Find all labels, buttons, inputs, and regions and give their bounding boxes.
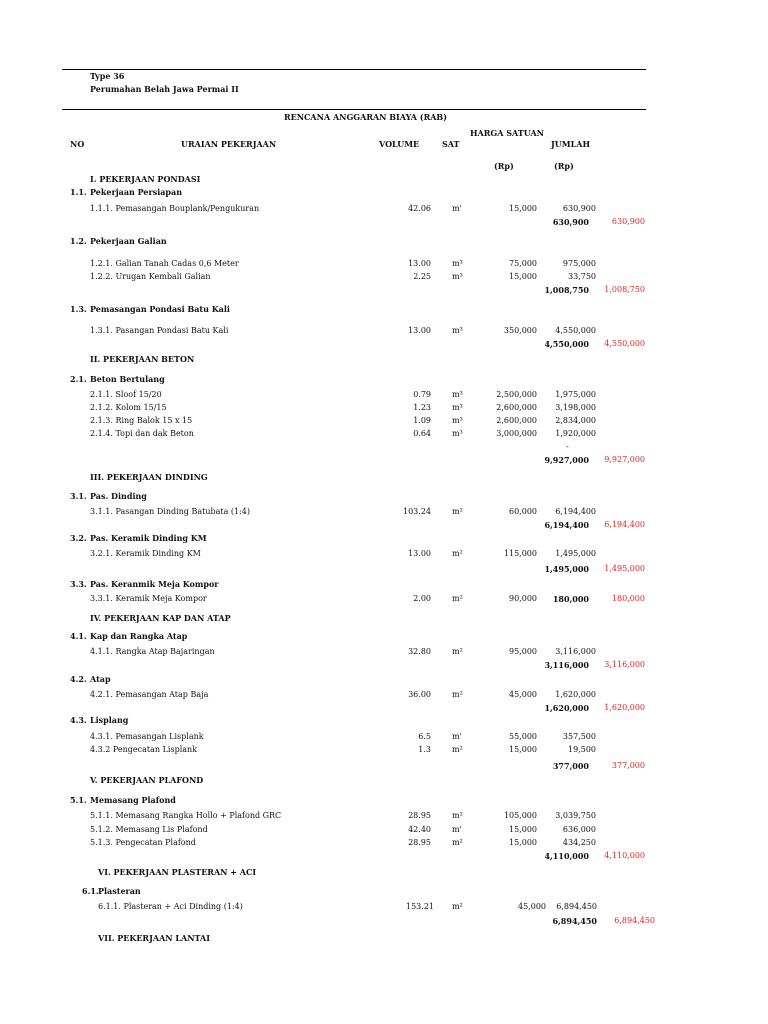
col-header-uraian: URAIAN PEKERJAAN	[181, 139, 277, 149]
item-unit: m³	[452, 259, 463, 268]
item-description: 1.1.1. Pemasangan Bouplank/Pengukuran	[90, 204, 260, 213]
item-amount: 2,834,000	[555, 416, 596, 425]
subtotal-amount: 1,008,750	[544, 285, 589, 295]
subtotal-amount-red: 4,110,000	[604, 851, 645, 860]
item-volume: 13.00	[408, 259, 431, 268]
item-amount: 1,620,000	[555, 690, 596, 699]
item-description: 1.3.1. Pasangan Pondasi Batu Kali	[90, 326, 229, 335]
item-volume: 13.00	[408, 326, 431, 335]
item-description: 2.1.4. Topi dan dak Beton	[90, 429, 194, 438]
item-description: 2.1.3. Ring Balok 15 x 15	[90, 416, 193, 425]
item-volume: 28.95	[408, 811, 431, 820]
item-unit-price: 350,000	[503, 326, 537, 335]
item-amount: 1,495,000	[555, 549, 596, 558]
item-unit: m²	[452, 594, 463, 603]
section-title: II. PEKERJAAN BETON	[90, 354, 195, 364]
item-volume: 6.5	[418, 732, 431, 741]
item-description: 3.2.1. Keramik Dinding KM	[90, 549, 201, 558]
item-unit-price: 115,000	[503, 549, 537, 558]
section-title: III. PEKERJAAN DINDING	[90, 472, 208, 482]
item-volume: 28.95	[408, 838, 431, 847]
item-volume: 2.25	[413, 272, 431, 281]
item-volume: 13.00	[408, 549, 431, 558]
type-label: Type 36	[90, 71, 125, 81]
item-unit-price: 3,000,000	[496, 429, 537, 438]
item-amount: 4,550,000	[555, 326, 596, 335]
item-amount: 975,000	[562, 259, 596, 268]
item-description: 5.1.3. Pengecatan Plafond	[90, 838, 196, 847]
item-amount: 1,920,000	[555, 429, 596, 438]
item-description: 2.1.2. Kolom 15/15	[90, 403, 167, 412]
group-title: Beton Bertulang	[90, 374, 165, 384]
item-unit-price: 95,000	[509, 647, 537, 656]
subtotal-amount-red: 1,495,000	[604, 564, 645, 573]
subtotal-amount-red: 3,116,000	[604, 660, 645, 669]
item-description: 5.1.2. Memasang Lis Plafond	[90, 825, 208, 834]
subtotal-amount: 4,550,000	[544, 339, 589, 349]
group-title: Pekerjaan Galian	[90, 236, 167, 246]
item-volume: 36.00	[408, 690, 431, 699]
group-number: 3.1.	[70, 491, 87, 501]
group-number: 5.1.	[70, 795, 87, 805]
subtotal-amount: 630,900	[552, 217, 589, 227]
subtotal-amount-red: 9,927,000	[604, 455, 645, 464]
item-unit-price: 105,000	[503, 811, 537, 820]
col-header-harga: HARGA SATUAN	[470, 128, 544, 138]
item-unit-price: 60,000	[509, 507, 537, 516]
item-volume: 42.40	[408, 825, 431, 834]
item-unit: m³	[452, 416, 463, 425]
item-unit-price: 15,000	[509, 745, 537, 754]
group-title: Memasang Plafond	[90, 795, 176, 805]
item-unit-price: 15,000	[509, 838, 537, 847]
item-unit: m³	[452, 429, 463, 438]
item-amount: 3,198,000	[555, 403, 596, 412]
group-title: Pas. Keranmik Meja Kompor	[90, 579, 219, 589]
item-unit-price: 45,000	[509, 690, 537, 699]
group-number: 3.3.	[70, 579, 87, 589]
item-unit: m²	[452, 811, 463, 820]
item-unit-price: 15,000	[509, 272, 537, 281]
section-title: VII. PEKERJAAN LANTAI	[98, 933, 210, 943]
item-description: 1.2.1. Galian Tanah Cadas 0,6 Meter	[90, 259, 239, 268]
item-unit: m²	[452, 902, 463, 911]
item-unit: m²	[452, 647, 463, 656]
item-amount: 3,039,750	[555, 811, 596, 820]
subtotal-amount-red: 377,000	[611, 761, 645, 770]
col-header-volume: VOLUME	[379, 139, 420, 149]
group-title: Pemasangan Pondasi Batu Kali	[90, 304, 230, 314]
group-number: 3.2.	[70, 533, 87, 543]
item-amount: 434,250	[562, 838, 596, 847]
item-unit-price: 15,000	[509, 825, 537, 834]
item-volume: 32.80	[408, 647, 431, 656]
subtotal-amount-red: 4,550,000	[604, 339, 645, 348]
item-unit: m'	[452, 732, 462, 741]
item-unit: m'	[452, 204, 462, 213]
item-amount: 3,116,000	[555, 647, 596, 656]
item-amount: 357,500	[562, 732, 596, 741]
group-number: 6.1.	[82, 886, 99, 896]
subtotal-amount-red: 6,194,400	[604, 520, 645, 529]
item-unit-price: 2,500,000	[496, 390, 537, 399]
item-unit: m²	[452, 838, 463, 847]
item-amount: 33,750	[568, 272, 596, 281]
subtotal-amount-red: 630,900	[611, 217, 645, 226]
top-rule	[62, 69, 646, 70]
group-title: Atap	[90, 674, 111, 684]
title-rule	[62, 109, 646, 110]
item-description: 4.3.2 Pengecatan Lisplank	[90, 745, 198, 754]
item-unit: m²	[452, 507, 463, 516]
item-amount: 1,975,000	[555, 390, 596, 399]
item-volume: 0.64	[413, 429, 431, 438]
item-volume: 42.06	[408, 204, 431, 213]
group-title: Kap dan Rangka Atap	[90, 631, 188, 641]
item-unit: m²	[452, 690, 463, 699]
item-description: 3.3.1. Keramik Meja Kompor	[90, 594, 207, 603]
subtotal-amount: 6,894,450	[552, 916, 597, 926]
item-description: 4.3.1. Pemasangan Lisplank	[90, 732, 204, 741]
col-header-jumlah: JUMLAH	[551, 139, 591, 149]
group-title: Pekerjaan Persiapan	[90, 187, 183, 197]
group-number: 1.3.	[70, 304, 87, 314]
group-title: Pas. Dinding	[90, 491, 147, 501]
col-header-rp-jumlah: (Rp)	[554, 161, 574, 171]
item-unit: m³	[452, 272, 463, 281]
subtotal-amount: 377,000	[552, 761, 589, 771]
section-title: V. PEKERJAAN PLAFOND	[90, 775, 204, 785]
item-unit-price: 15,000	[509, 204, 537, 213]
subtotal-amount: 1,495,000	[544, 564, 589, 574]
item-amount: 19,500	[568, 745, 596, 754]
item-unit-price: 2,600,000	[496, 416, 537, 425]
item-volume: 153.21	[406, 902, 434, 911]
item-volume: 2.00	[413, 594, 431, 603]
item-unit-price: 75,000	[509, 259, 537, 268]
group-number: 2.1.	[70, 374, 87, 384]
item-unit-price: 90,000	[509, 594, 537, 603]
item-unit: m²	[452, 549, 463, 558]
item-unit: m²	[452, 745, 463, 754]
item-amount: 630,900	[562, 204, 596, 213]
subtotal-amount-red: 1,008,750	[604, 285, 645, 294]
item-unit-price: 55,000	[509, 732, 537, 741]
item-unit: m³	[452, 403, 463, 412]
item-total: 180,000	[552, 594, 589, 604]
group-title: Lisplang	[90, 715, 129, 725]
group-title: Plasteran	[98, 886, 141, 896]
item-description: 3.1.1. Pasangan Dinding Batubata (1:4)	[90, 507, 251, 516]
item-unit: m'	[452, 825, 462, 834]
group-number: 1.1.	[70, 187, 87, 197]
group-number: 4.1.	[70, 631, 87, 641]
dash-mark: -	[566, 442, 569, 451]
group-title: Pas. Keramik Dinding KM	[90, 533, 207, 543]
subtotal-amount: 3,116,000	[544, 660, 589, 670]
item-volume: 103.24	[403, 507, 431, 516]
group-number: 4.2.	[70, 674, 87, 684]
item-total-red: 180,000	[611, 594, 645, 603]
item-volume: 1.3	[418, 745, 431, 754]
item-description: 4.2.1. Pemasangan Atap Baja	[90, 690, 209, 699]
col-header-rp-harga: (Rp)	[494, 161, 514, 171]
subtotal-amount-red: 1,620,000	[604, 703, 645, 712]
subtotal-amount: 6,194,400	[544, 520, 589, 530]
item-volume: 1.09	[413, 416, 431, 425]
subtotal-amount: 9,927,000	[544, 455, 589, 465]
document-title: RENCANA ANGGARAN BIAYA (RAB)	[284, 112, 447, 122]
section-title: IV. PEKERJAAN KAP DAN ATAP	[90, 613, 231, 623]
item-unit: m³	[452, 326, 463, 335]
item-description: 5.1.1. Memasang Rangka Hollo + Plafond GRC	[90, 811, 282, 820]
col-header-no: NO	[70, 139, 85, 149]
item-description: 2.1.1. Sloof 15/20	[90, 390, 162, 399]
subtotal-amount: 1,620,000	[544, 703, 589, 713]
section-title: VI. PEKERJAAN PLASTERAN + ACI	[98, 867, 257, 877]
subtotal-amount: 4,110,000	[544, 851, 589, 861]
group-number: 1.2.	[70, 236, 87, 246]
col-header-sat: SAT	[442, 139, 460, 149]
item-amount: 6,894,450	[556, 902, 597, 911]
item-description: 1.2.2. Urugan Kembali Galian	[90, 272, 211, 281]
item-description: 6.1.1. Plasteran + Aci Dinding (1:4)	[98, 902, 243, 911]
item-volume: 1.23	[413, 403, 431, 412]
project-name: Perumahan Belah Jawa Permai II	[90, 84, 239, 94]
item-description: 4.1.1. Rangka Atap Bajaringan	[90, 647, 215, 656]
item-unit-price: 2,600,000	[496, 403, 537, 412]
subtotal-amount-red: 6,894,450	[614, 916, 655, 925]
item-amount: 636,000	[562, 825, 596, 834]
item-amount: 6,194,400	[555, 507, 596, 516]
item-unit: m³	[452, 390, 463, 399]
section-title: I. PEKERJAAN PONDASI	[90, 174, 201, 184]
item-volume: 0.79	[413, 390, 431, 399]
item-unit-price: 45,000	[518, 902, 546, 911]
group-number: 4.3.	[70, 715, 87, 725]
